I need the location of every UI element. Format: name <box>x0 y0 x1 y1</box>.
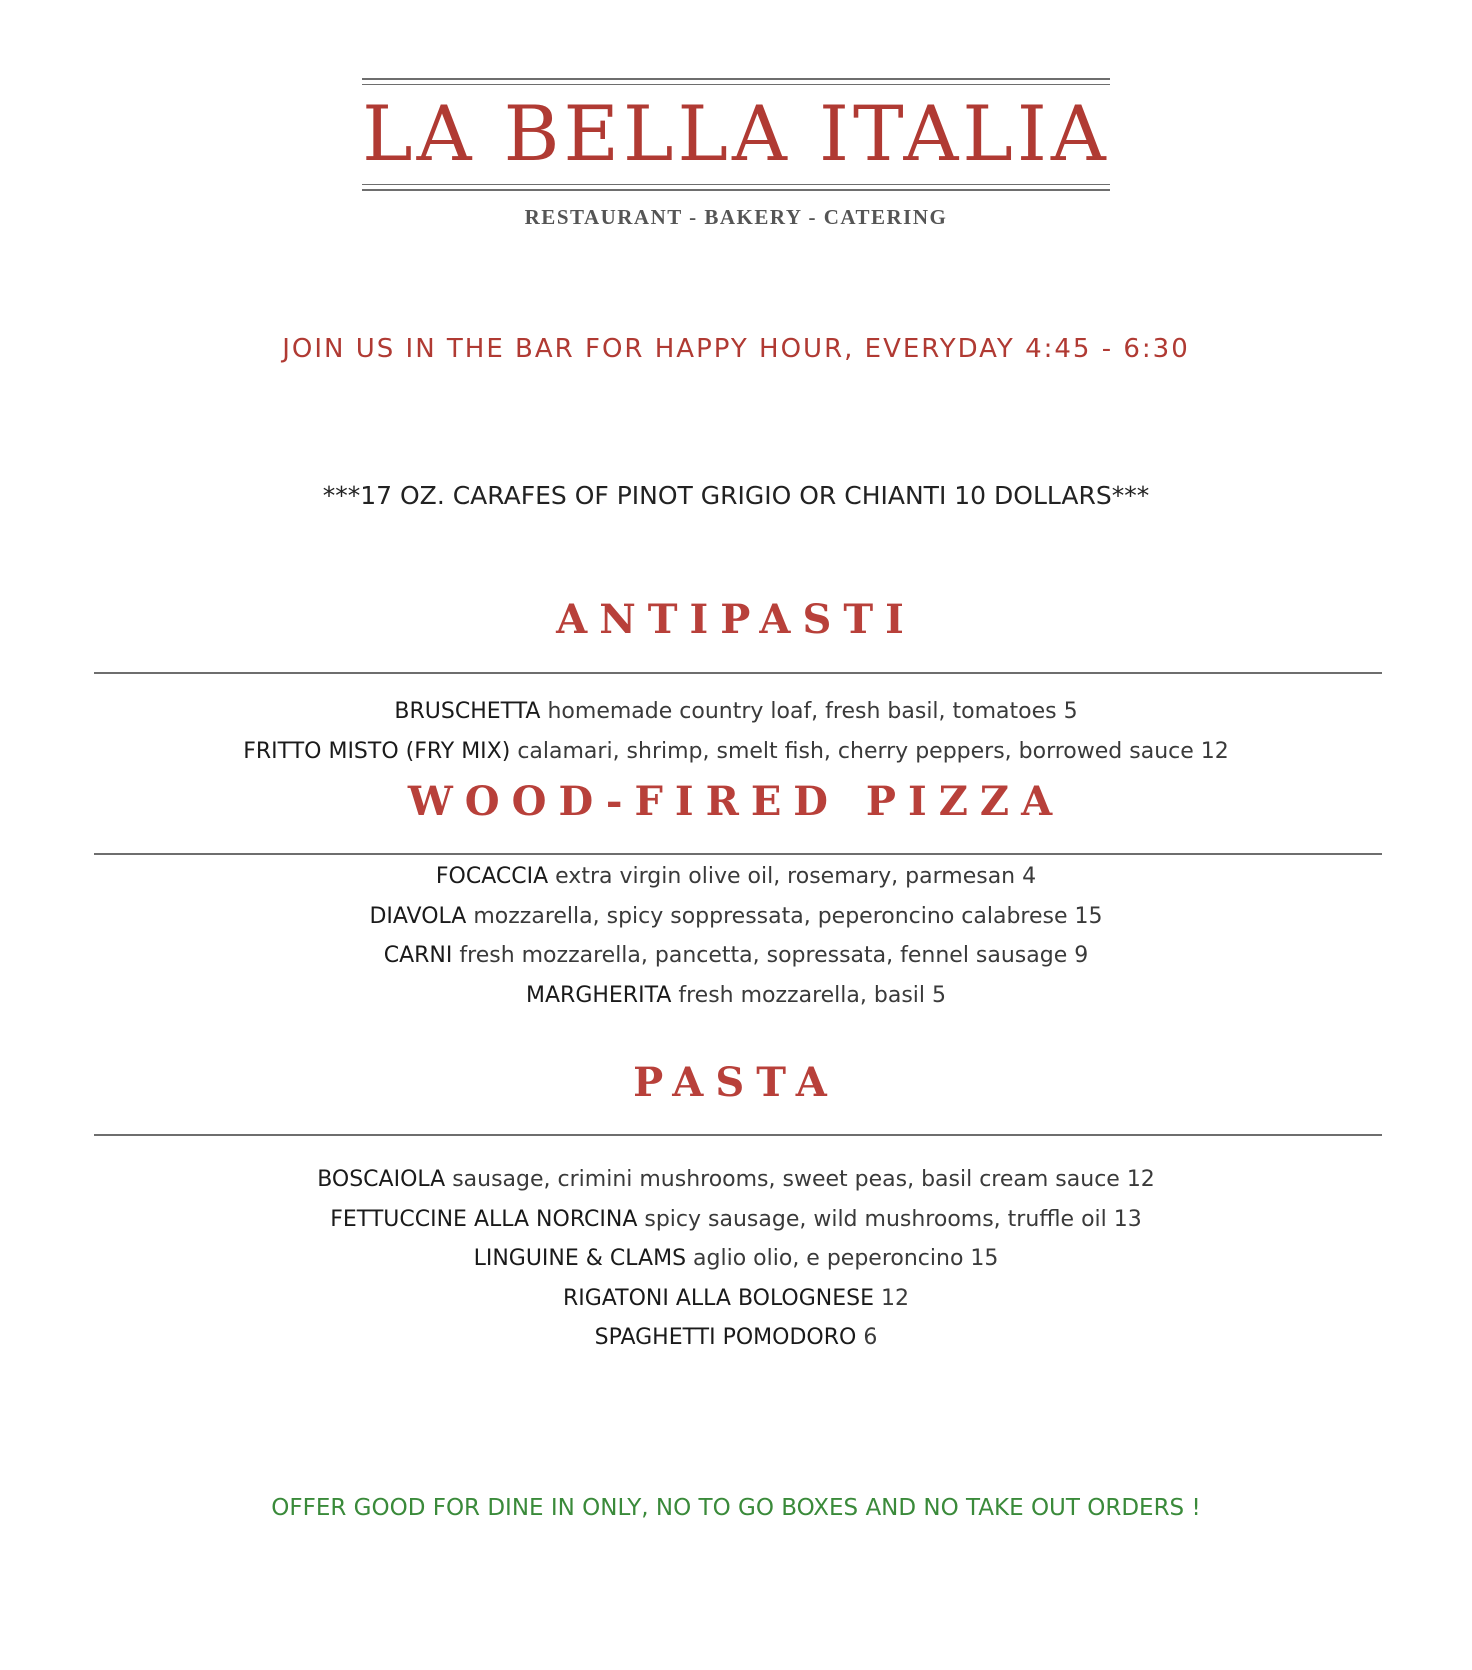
menu-item <box>0 1207 1472 1232</box>
section-heading-pizza: WOOD-FIRED PIZZA <box>407 778 1065 825</box>
section-divider-pizza <box>94 853 1382 855</box>
restaurant-name: LA BELLA ITALIA <box>362 89 1110 178</box>
section-divider-antipasti <box>94 672 1382 674</box>
menu-item-description: mozzarella, spicy soppressata, peperoncino calabrese 15 <box>473 904 1103 929</box>
logo-rule-bottom-2 <box>362 189 1110 191</box>
menu-item-name: FOCACCIA <box>435 864 549 889</box>
menu-item-name: CARNI <box>383 943 453 968</box>
logo-rule-bottom-1 <box>362 184 1110 185</box>
menu-item <box>0 943 1472 968</box>
menu-item <box>0 983 1472 1008</box>
happy-hour-banner: JOIN US IN THE BAR FOR HAPPY HOUR, EVERYDAY 4:45 - 6:30 <box>282 334 1190 364</box>
menu-item-description: fresh mozzarella, pancetta, sopressata, fennel sausage 9 <box>459 943 1089 968</box>
menu-item-description: homemade country loaf, fresh basil, tomatoes 5 <box>547 699 1078 724</box>
menu-item <box>0 1167 1472 1192</box>
menu-item-name: FETTUCCINE ALLA NORCINA <box>330 1207 638 1232</box>
menu-item-description: fresh mozzarella, basil 5 <box>678 983 946 1008</box>
menu-item-name: RIGATONI ALLA BOLOGNESE <box>562 1286 875 1311</box>
menu-item-name: LINGUINE & CLAMS <box>473 1246 687 1271</box>
section-heading-pasta: PASTA <box>633 1059 839 1106</box>
menu-item-description: 12 <box>881 1286 910 1311</box>
logo-rule-top-1 <box>362 78 1110 80</box>
menu-item-description: 6 <box>863 1325 878 1350</box>
menu-item-name: SPAGHETTI POMODORO <box>594 1325 857 1350</box>
menu-item-name: FRITTO MISTO (FRY MIX) <box>243 739 511 764</box>
menu-item <box>0 699 1472 724</box>
menu-item-description: extra virgin olive oil, rosemary, parmesan 4 <box>555 864 1037 889</box>
menu-item <box>0 1286 1472 1311</box>
menu-item-description: aglio olio, e peperoncino 15 <box>693 1246 999 1271</box>
section-divider-pasta <box>94 1134 1382 1136</box>
dine-in-notice: OFFER GOOD FOR DINE IN ONLY, NO TO GO BOXES AND NO TAKE OUT ORDERS ! <box>271 1495 1201 1521</box>
menu-item <box>0 904 1472 929</box>
restaurant-tagline: RESTAURANT - BAKERY - CATERING <box>524 205 948 229</box>
menu-item-description: sausage, crimini mushrooms, sweet peas, basil cream sauce 12 <box>452 1167 1155 1192</box>
menu-item-name: MARGHERITA <box>526 983 672 1008</box>
menu-item <box>0 864 1472 889</box>
menu-item-description: calamari, shrimp, smelt fish, cherry peppers, borrowed sauce 12 <box>517 739 1229 764</box>
menu-item <box>0 1246 1472 1271</box>
menu-item-name: DIAVOLA <box>369 904 467 929</box>
section-heading-antipasti: ANTIPASTI <box>556 596 916 643</box>
menu-item <box>0 1325 1472 1350</box>
menu-item <box>0 739 1472 764</box>
menu-item-description: spicy sausage, wild mushrooms, truffle oil 13 <box>644 1207 1142 1232</box>
menu-item-name: BOSCAIOLA <box>317 1167 446 1192</box>
logo-rule-top-2 <box>362 84 1110 85</box>
menu-item-name: BRUSCHETTA <box>394 699 541 724</box>
carafe-offer: ***17 OZ. CARAFES OF PINOT GRIGIO OR CHIANTI 10 DOLLARS*** <box>322 481 1150 510</box>
